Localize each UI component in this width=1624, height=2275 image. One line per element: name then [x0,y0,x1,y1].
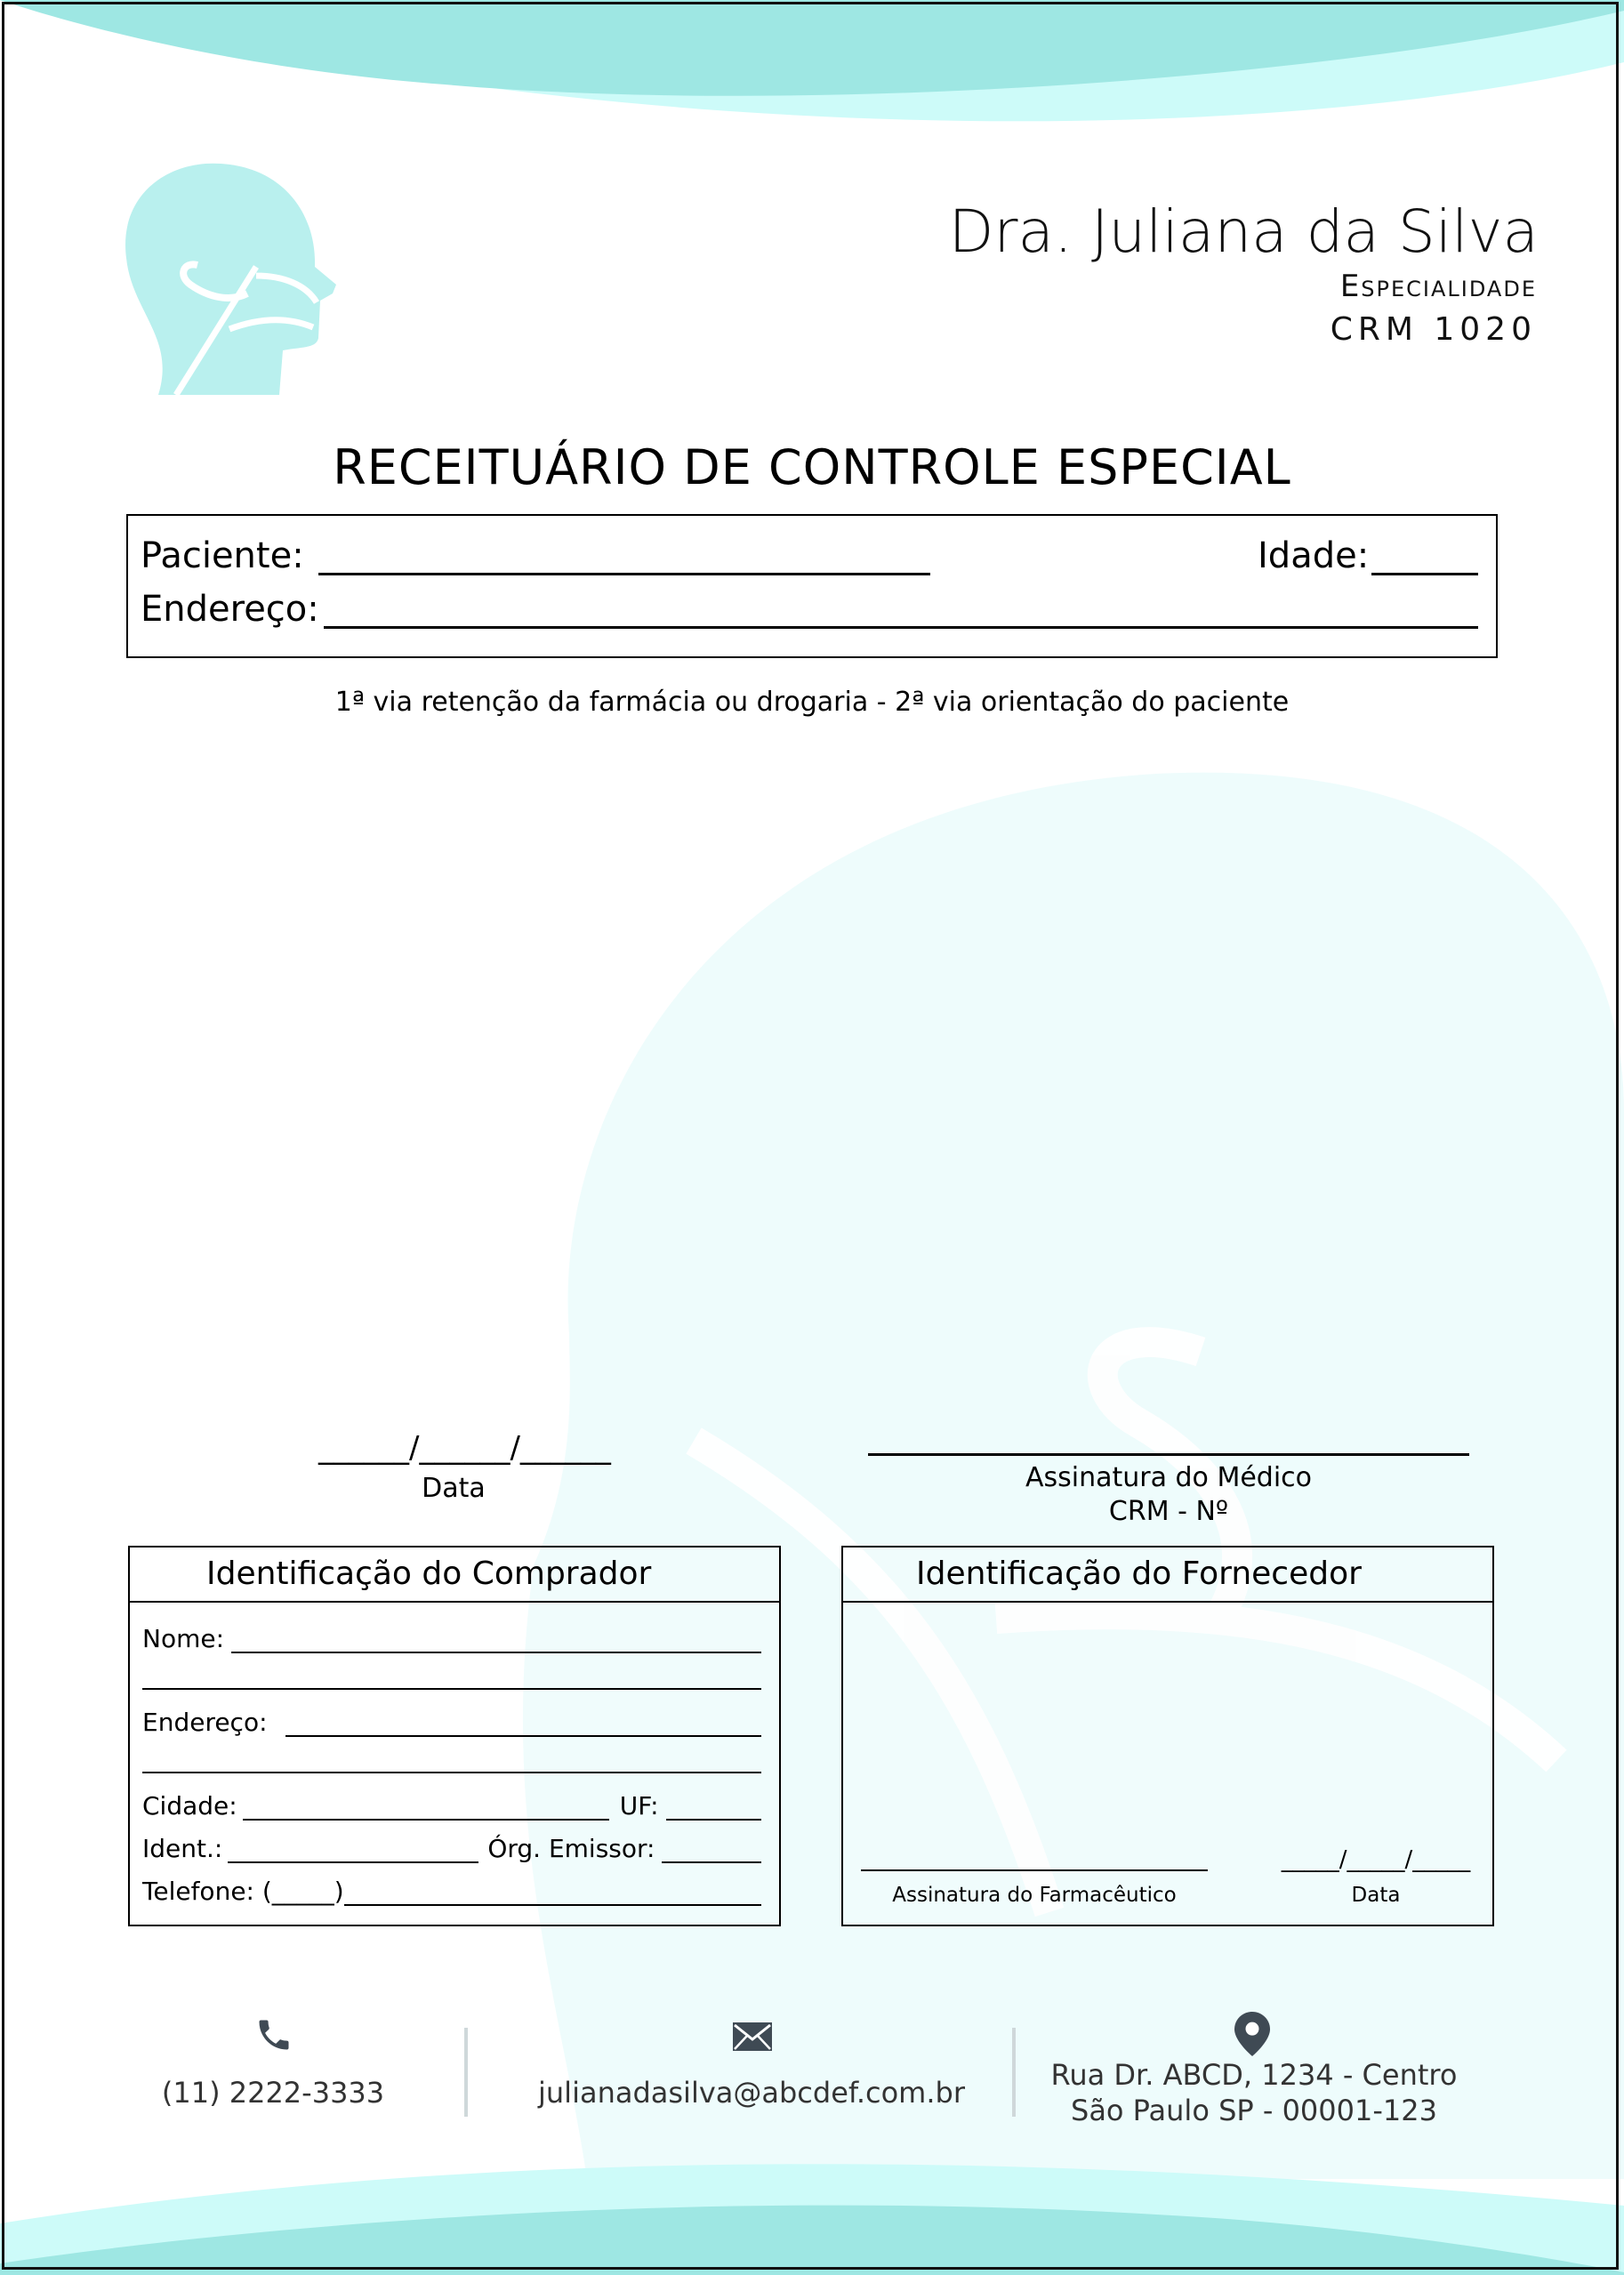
age-label: Idade: [1258,535,1370,576]
buyer-address-row [142,1708,761,1737]
patient-label: Paciente: [141,535,304,576]
supplier-date-field[interactable]: _____/_____/_____ [1281,1846,1471,1873]
head-airway-logo-icon [123,160,340,395]
patient-name-field[interactable] [318,573,930,575]
prescription-date-field[interactable]: ______/______/______ [318,1430,611,1466]
buyer-address-row-2 [142,1748,761,1773]
document-title: RECEITUÁRIO DE CONTROLE ESPECIAL [333,439,1291,495]
footer-divider-1 [464,2028,468,2117]
patient-box [126,514,1498,658]
location-pin-icon [1234,2012,1270,2056]
pharmacist-signature-label: Assinatura do Farmacêutico [892,1884,1177,1907]
copy-note: 1ª via retenção da farmácia ou drogaria - 2ª via orientação do paciente [334,687,1290,718]
doctor-crm-number-label: CRM - Nº [1108,1496,1229,1527]
supplier-box [841,1546,1494,1926]
buyer-uf-field[interactable] [666,1796,761,1821]
footer-email[interactable]: julianadasilva@abcdef.com.br [538,2076,965,2110]
buyer-uf-label: UF: [619,1791,659,1821]
buyer-phone-label: Telefone: (_____) [142,1877,344,1906]
buyer-city-label: Cidade: [142,1791,237,1821]
buyer-name-field-2[interactable] [142,1665,761,1690]
buyer-phone-row [142,1877,761,1906]
buyer-heading: Identificação do Comprador [130,1547,779,1603]
buyer-address-field-2[interactable] [142,1748,761,1773]
supplier-date-label: Data [1351,1884,1401,1907]
address-field[interactable] [324,626,1478,629]
doctor-crm: CRM 1020 [1330,311,1537,348]
phone-icon [254,2015,293,2054]
footer-phone: (11) 2222-3333 [161,2076,385,2110]
buyer-ident-field[interactable] [228,1838,478,1863]
buyer-name-row [142,1624,761,1653]
footer-divider-2 [1012,2028,1016,2117]
buyer-phone-field[interactable] [344,1881,761,1906]
buyer-issuer-field[interactable] [662,1838,761,1863]
buyer-ident-label: Ident.: [142,1834,223,1863]
buyer-city-row [142,1791,761,1821]
doctor-signature-line[interactable] [868,1453,1469,1456]
buyer-name-row-2 [142,1665,761,1690]
buyer-box [128,1546,781,1926]
doctor-signature-label: Assinatura do Médico [1025,1462,1313,1493]
buyer-address-field[interactable] [285,1712,761,1737]
address-label: Endereço: [141,589,319,630]
doctor-specialty: Especialidade [1339,269,1537,304]
buyer-address-label: Endereço: [142,1708,268,1737]
buyer-ident-row [142,1834,761,1863]
mail-icon [733,2022,772,2051]
doctor-name: Dra. Juliana da Silva [948,197,1539,266]
age-field[interactable] [1371,573,1478,575]
footer-address-line2: São Paulo SP - 00001-123 [1071,2094,1437,2127]
buyer-name-label: Nome: [142,1624,225,1653]
buyer-name-field[interactable] [231,1628,761,1653]
buyer-city-field[interactable] [243,1796,609,1821]
pharmacist-signature-line[interactable] [861,1869,1208,1871]
buyer-issuer-label: Órg. Emissor: [487,1834,655,1863]
prescription-date-label: Data [422,1473,486,1504]
supplier-heading: Identificação do Fornecedor [843,1547,1492,1603]
footer-address-line1: Rua Dr. ABCD, 1234 - Centro [1050,2058,1458,2092]
